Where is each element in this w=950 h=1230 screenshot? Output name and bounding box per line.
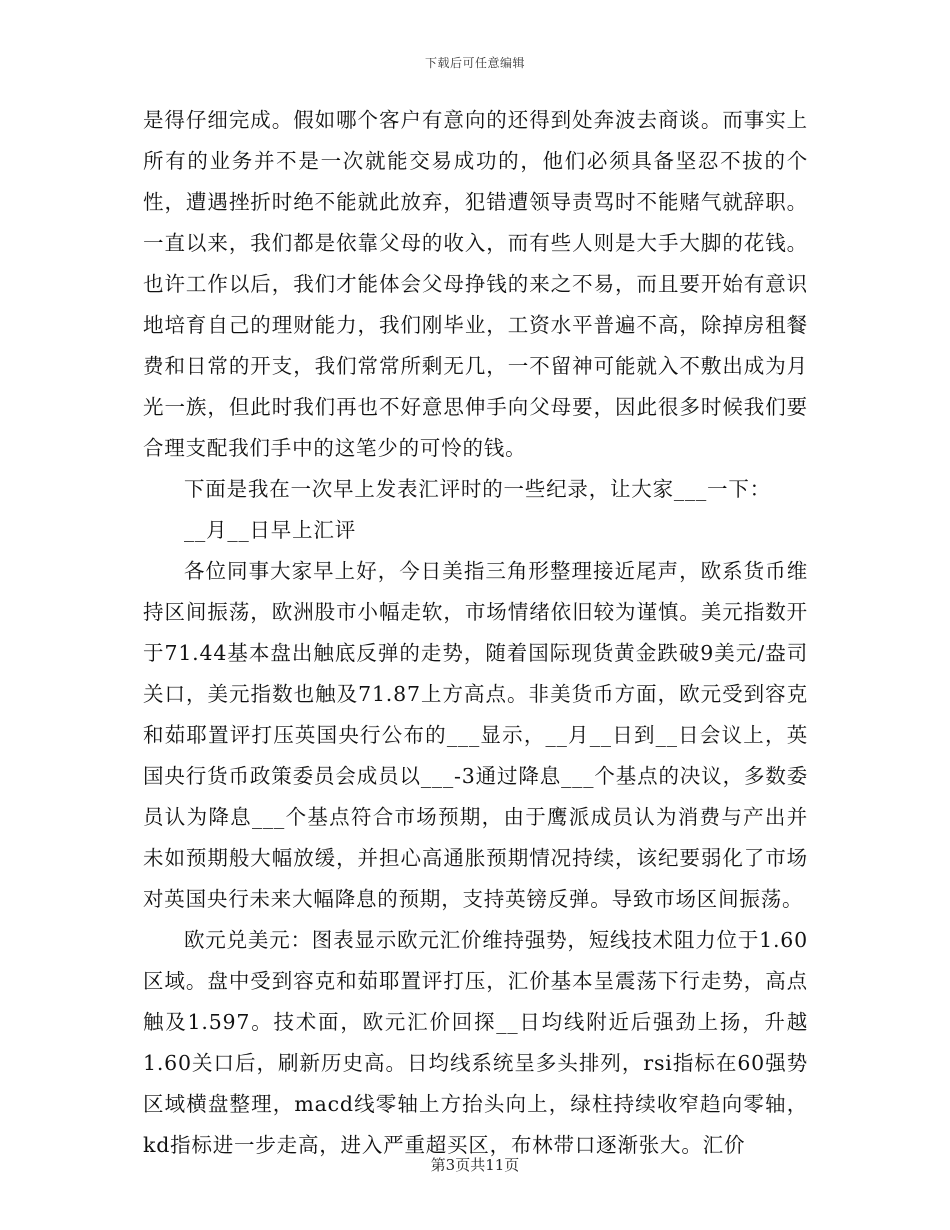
page-header: 下载后可任意编辑 <box>424 56 525 70</box>
document-body <box>143 100 808 1166</box>
paragraph-eurusd-analysis: 欧元兑美元：图表显示欧元汇价维持强势，短线技术阻力位于1.60区域。盘中受到容克和茹耶置评打压，汇价基本呈震荡下行走势，高点触及1.597。技术面，欧元汇价回探__日均线附近后强劲上扬，升越1.60关口后，刷新历史高。日均线系统呈多头排列，rsi指标在60强势区域横盘整理，macd线零轴上方抬头向上，绿柱持续收窄趋向零轴，kd指标进一步走高，进入严重超买区，布林带口逐渐张大。汇价 <box>143 928 808 1157</box>
paragraph-intro: 下面是我在一次早上发表汇评时的一些纪录，让大家___一下： <box>184 477 771 501</box>
paragraph-continuation: 是得仔细完成。假如哪个客户有意向的还得到处奔波去商谈。而事实上所有的业务并不是一次就能交易成功的，他们必须具备坚忍不拔的个性，遭遇挫折时绝不能就此放弃，犯错遭领导责骂时不能赌气就辞职。一直以来，我们都是依靠父母的收入，而有些人则是大手大脚的花钱。也许工作以后，我们才能体会父母挣钱的来之不易，而且要开始有意识地培育自己的理财能力，我们刚毕业，工资水平普遍不高，除掉房租餐费和日常的开支，我们常常所剩无几，一不留神可能就入不敷出成为月光一族，但此时我们再也不好意思伸手向父母要，因此很多时候我们要合理支配我们手中的这笔少的可怜的钱。 <box>143 108 808 460</box>
paragraph-date-heading: __月__日早上汇评 <box>184 518 356 542</box>
page-footer: 第3页共11页 <box>430 1156 520 1174</box>
paragraph-market-review: 各位同事大家早上好，今日美指三角形整理接近尾声，欧系货币维持区间振荡，欧洲股市小幅走软，市场情绪依旧较为谨慎。美元指数开于71.44基本盘出触底反弹的走势，随着国际现货黄金跌破9美元/盎司关口，美元指数也触及71.87上方高点。非美货币方面，欧元受到容克和茹耶置评打压英国央行公布的___显示，__月__日到__日会议上，英国央行货币政策委员会成员以___-3通过降息___个基点的决议，多数委员认为降息___个基点符合市场预期，由于鹰派成员认为消费与产出并未如预期般大幅放缓，并担心高通胀预期情况持续，该纪要弱化了市场对英国央行未来大幅降息的预期，支持英镑反弹。导致市场区间振荡。 <box>143 559 808 911</box>
